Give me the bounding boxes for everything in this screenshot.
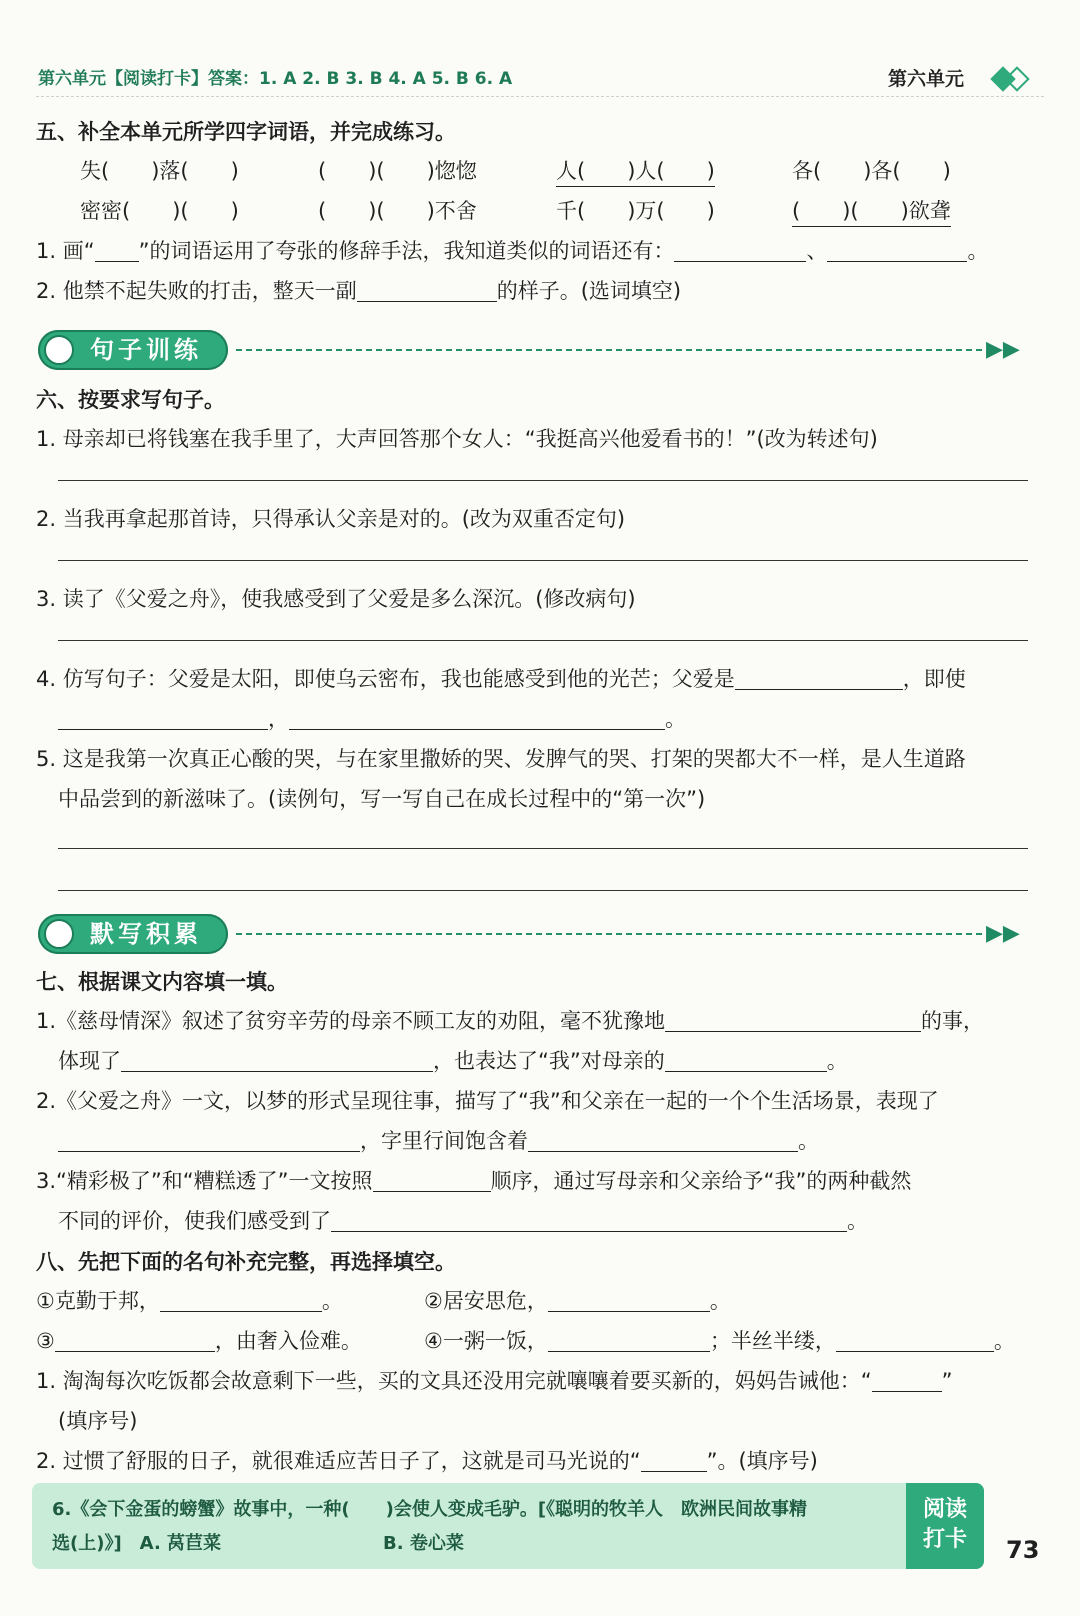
section8-q2 — [36, 1446, 818, 1476]
word-blank-4[interactable]: 各( )各( ) — [792, 159, 951, 183]
q2-blank[interactable] — [357, 281, 497, 302]
word-blank-2[interactable]: ( )( )惚惚 — [318, 159, 477, 183]
section7-heading: 七、根据课文内容填一填。 — [36, 970, 288, 994]
footer-line1: 6.《会下金蛋的螃蟹》故事中，一种( )会使人变成毛驴。[《聪明的牧羊人 欧洲民间故事精 — [52, 1499, 808, 1520]
q4-text-d: 。 — [665, 707, 686, 731]
s7q3-text-a: 3.“精彩极了”和“糟糕透了”一文按照 — [36, 1169, 373, 1193]
answer-key: 第六单元【阅读打卡】答案：1. A 2. B 3. B 4. A 5. B 6. A — [38, 69, 513, 89]
s7q1-text-e: 。 — [826, 1049, 848, 1073]
section6-q2: 2. 当我再拿起那首诗，只得承认父亲是对的。(改为双重否定句) — [36, 507, 626, 531]
banner-dictation — [38, 914, 1028, 954]
saying4-blank2[interactable] — [836, 1331, 994, 1352]
double-arrow-icon: ▶▶ — [986, 337, 1020, 362]
saying4-mid: ；半丝半缕， — [709, 1329, 836, 1353]
s7q2-blank2[interactable] — [528, 1131, 798, 1152]
s7q3-text-d: 。 — [847, 1209, 868, 1233]
word-blank-5[interactable]: 密密( )( ) — [80, 199, 239, 223]
footer-line2: 选(上)》] A. 莴苣菜 B. 卷心菜 — [52, 1533, 464, 1554]
s7q3-text-c: 不同的评价，使我们感受到了 — [58, 1209, 331, 1233]
q1-sep: 、 — [806, 239, 828, 263]
saying-1 — [36, 1286, 343, 1316]
section8-q1 — [36, 1366, 952, 1396]
q4-text-b: ，即使 — [902, 667, 966, 691]
answer-line[interactable] — [58, 848, 1028, 849]
q1-blank-word1[interactable] — [674, 241, 806, 262]
section6-q3: 3. 读了《父爱之舟》，使我感受到了父爱是多么深沉。(修改病句) — [36, 587, 636, 611]
section6-q5-line1: 5. 这是我第一次真正心酸的哭，与在家里撒娇的哭、发脾气的哭、打架的哭都大不一样，是人生道路 — [36, 747, 966, 771]
q4-blank3[interactable] — [289, 709, 665, 730]
saying2-blank[interactable] — [548, 1291, 710, 1312]
saying-4 — [424, 1326, 1015, 1356]
banner-dash — [236, 933, 982, 935]
header-divider — [36, 96, 1044, 97]
q4-text-a: 4. 仿写句子：父爱是太阳，即使乌云密布，我也能感受到他的光芒；父爱是 — [36, 667, 735, 691]
section7-q1-line2 — [58, 1046, 848, 1076]
banner-sentence-training — [38, 330, 1028, 370]
saying2-end: 。 — [709, 1289, 731, 1313]
q4-text-c: ， — [268, 707, 289, 731]
section8-q1-note: (填序号) — [58, 1409, 138, 1433]
unit-title: 第六单元 — [888, 68, 965, 90]
answer-line[interactable] — [58, 640, 1028, 641]
q4-blank2[interactable] — [58, 709, 268, 730]
q2-text-b: 的样子。(选词填空) — [496, 279, 682, 303]
section6-q4-line2 — [58, 704, 686, 734]
banner-label: 句子训练 — [90, 336, 202, 364]
word-blank-6[interactable]: ( )( )不舍 — [318, 199, 477, 223]
banner-label: 默写积累 — [90, 920, 202, 948]
saying1-end: 。 — [321, 1289, 343, 1313]
word-blank-8[interactable]: ( )( )欲聋 — [792, 196, 951, 227]
badge-bottom: 打卡 — [922, 1527, 967, 1552]
s7q1-text-a: 1.《慈母情深》叙述了贫穷辛劳的母亲不顾工友的劝阻，毫不犹豫地 — [36, 1009, 666, 1033]
s8q1-text-b: ” — [941, 1369, 953, 1393]
double-arrow-icon: ▶▶ — [986, 921, 1020, 946]
s7q3-text-b: 顺序，通过写母亲和父亲给予“我”的两种截然 — [490, 1169, 912, 1193]
answer-line[interactable] — [58, 560, 1028, 561]
section5-q2 — [36, 276, 681, 306]
section6-q1: 1. 母亲却已将钱塞在我手里了，大声回答那个女人：“我挺高兴他爱看书的！”(改为转述句) — [36, 427, 878, 451]
section6-q4 — [36, 664, 966, 694]
q1-end: 。 — [967, 239, 989, 263]
saying3-blank[interactable] — [55, 1331, 215, 1352]
saying2-text: ②居安思危， — [424, 1289, 548, 1313]
section7-q2: 2.《父爱之舟》一文，以梦的形式呈现往事，描写了“我”和父亲在一起的一个个生活场景，表现了 — [36, 1089, 939, 1113]
q1-text-a: 1. 画“ — [36, 239, 95, 263]
q1-blank-word2[interactable] — [827, 241, 967, 262]
saying4-end: 。 — [993, 1329, 1015, 1353]
section7-q2-line2 — [58, 1126, 819, 1156]
s7q1-text-d: ，也表达了“我”对母亲的 — [433, 1049, 665, 1073]
section7-q1 — [36, 1006, 984, 1036]
answer-line[interactable] — [58, 890, 1028, 891]
lightbulb-icon — [44, 919, 74, 949]
s7q2-text-b: ，字里行间饱含着 — [360, 1129, 528, 1153]
s7q1-blank1[interactable] — [665, 1011, 921, 1032]
s8q2-text-a: 2. 过惯了舒服的日子，就很难适应苦日子了，这就是司马光说的“ — [36, 1449, 641, 1473]
s7q1-blank2[interactable] — [121, 1051, 433, 1072]
s7q1-blank3[interactable] — [665, 1051, 827, 1072]
s7q3-blank1[interactable] — [373, 1171, 491, 1192]
s8q2-text-b: ”。(填序号) — [706, 1449, 818, 1473]
saying3-text: ③ — [36, 1329, 55, 1353]
word-blank-3[interactable]: 人( )人( ) — [556, 156, 715, 187]
s7q1-text-b: 的事， — [921, 1009, 985, 1033]
word-blank-1[interactable]: 失( )落( ) — [80, 159, 239, 183]
s8q2-blank[interactable] — [641, 1451, 707, 1472]
saying-2 — [424, 1286, 731, 1316]
section5-heading: 五、补全本单元所学四字词语，并完成练习。 — [36, 120, 456, 144]
answer-line[interactable] — [58, 480, 1028, 481]
saying4-text: ④一粥一饭， — [424, 1329, 548, 1353]
section6-heading: 六、按要求写句子。 — [36, 388, 225, 412]
saying1-text: ①克勤于邦， — [36, 1289, 160, 1313]
section8-heading: 八、先把下面的名句补充完整，再选择填空。 — [36, 1250, 456, 1274]
section7-q3-line2 — [58, 1206, 868, 1236]
badge-top: 阅读 — [922, 1497, 967, 1522]
s7q3-blank2[interactable] — [331, 1211, 847, 1232]
reading-checkin-badge — [906, 1483, 984, 1569]
banner-dash — [236, 349, 982, 351]
saying4-blank1[interactable] — [548, 1331, 710, 1352]
s7q1-text-c: 体现了 — [58, 1049, 121, 1073]
lightbulb-icon — [44, 335, 74, 365]
diamond-outline-icon — [1004, 66, 1029, 91]
saying-3 — [36, 1326, 362, 1356]
q2-text-a: 2. 他禁不起失败的打击，整天一副 — [36, 279, 357, 303]
section5-q1 — [36, 236, 988, 266]
q1-blank-mark[interactable] — [95, 241, 139, 262]
reading-checkin-box — [32, 1483, 984, 1569]
word-blank-7[interactable]: 千( )万( ) — [556, 199, 715, 223]
section7-q3 — [36, 1166, 911, 1196]
saying1-blank[interactable] — [160, 1291, 322, 1312]
s7q2-text-c: 。 — [798, 1129, 819, 1153]
saying3-end: ，由奢入俭难。 — [214, 1329, 362, 1353]
s8q1-blank[interactable] — [872, 1371, 942, 1392]
s7q2-blank1[interactable] — [58, 1131, 360, 1152]
section6-q5-line2: 中品尝到的新滋味了。(读例句，写一写自己在成长过程中的“第一次”) — [58, 787, 706, 811]
q1-text-b: ”的词语运用了夸张的修辞手法，我知道类似的词语还有： — [138, 239, 675, 263]
q4-blank1[interactable] — [735, 669, 903, 690]
s8q1-text-a: 1. 淘淘每次吃饭都会故意剩下一些，买的文具还没用完就嚷嚷着要买新的，妈妈告诫他：“ — [36, 1369, 872, 1393]
page-number: 73 — [1006, 1536, 1040, 1564]
